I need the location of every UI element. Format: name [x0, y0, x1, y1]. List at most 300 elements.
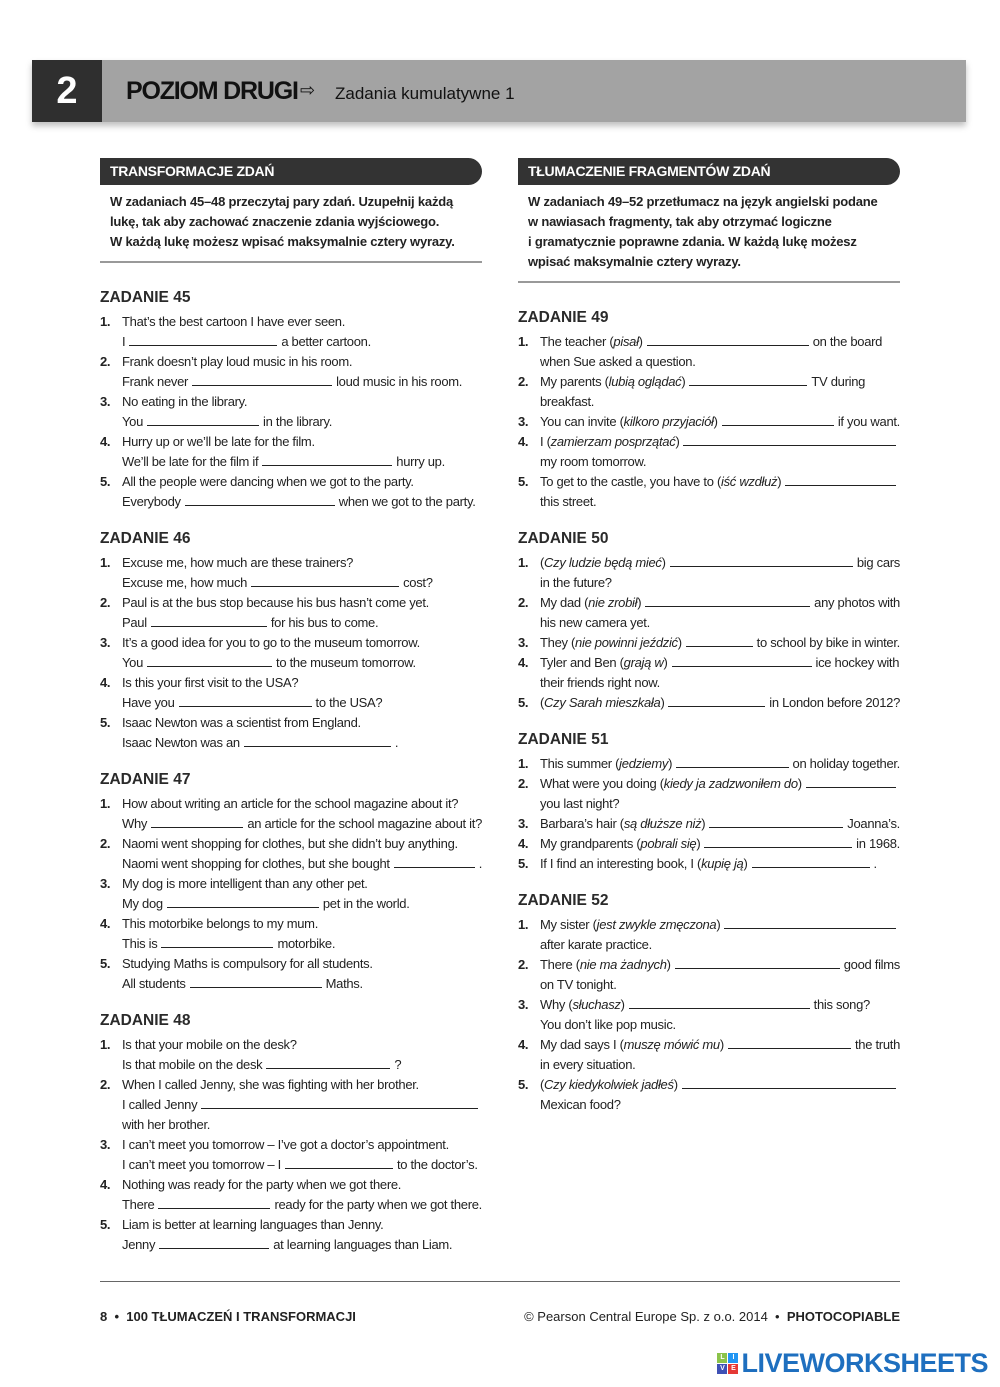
continuation-line: with her brother.	[122, 1117, 211, 1132]
paren-close: )	[673, 1077, 678, 1092]
task-46	[100, 529, 482, 753]
item-number: 4.	[100, 434, 111, 449]
sentence-end: when we got to the party.	[338, 494, 476, 509]
item-line	[518, 472, 900, 492]
instruction-line: wpisać maksymalnie cztery wyrazy.	[528, 254, 741, 269]
sentence-start: We’ll be late for the film if	[122, 454, 259, 469]
answer-blank[interactable]	[147, 654, 272, 667]
item-number: 2.	[100, 1077, 111, 1092]
transformation-line	[100, 372, 482, 392]
continuation-line: on TV tonight.	[540, 977, 617, 992]
polish-hint: kiedy ja zadzwoniłem do	[663, 776, 798, 791]
section-title: TŁUMACZENIE FRAGMENTÓW ZDAŃ	[518, 158, 900, 185]
sentence-start: There	[122, 1197, 155, 1212]
transformation-line	[100, 693, 482, 713]
sentence-end: if you want.	[837, 414, 900, 429]
task-title: ZADANIE 45	[100, 289, 191, 306]
answer-blank[interactable]	[724, 916, 896, 929]
item-line	[518, 372, 900, 392]
sentence-start: (	[540, 555, 545, 570]
item-number: 1.	[518, 555, 529, 570]
polish-hint: nie zrobił	[588, 595, 638, 610]
task-title: ZADANIE 48	[100, 1012, 191, 1029]
answer-blank[interactable]	[179, 694, 312, 707]
item-line	[100, 392, 482, 412]
sentence-end: this song?	[813, 997, 870, 1012]
instructions	[100, 185, 482, 252]
answer-blank[interactable]	[244, 734, 391, 747]
task-item	[100, 1135, 482, 1175]
item-number: 1.	[518, 756, 529, 771]
item-number: 3.	[518, 816, 529, 831]
footer-copyright	[524, 1309, 900, 1324]
original-sentence: Is that your mobile on the desk?	[122, 1037, 297, 1052]
polish-hint: są dłuższe niż	[623, 816, 702, 831]
transformation-line	[100, 653, 482, 673]
answer-blank[interactable]	[629, 996, 810, 1009]
sentence-end: ready for the party when we got there.	[274, 1197, 482, 1212]
task-item	[100, 794, 482, 834]
item-number: 2.	[100, 354, 111, 369]
answer-blank[interactable]	[251, 574, 399, 587]
sentence-end: to the USA?	[315, 695, 383, 710]
header-subtitle: Zadania kumulatywne 1	[335, 84, 515, 103]
answer-blank[interactable]	[704, 835, 852, 848]
task-item	[518, 472, 900, 512]
sentence-start: Frank never	[122, 374, 189, 389]
polish-hint: grają w	[623, 655, 664, 670]
item-line	[100, 312, 482, 332]
polish-hint: muszę mówić mu	[623, 1037, 720, 1052]
sentence-end: any photos with	[814, 595, 900, 610]
continuation-line: Mexican food?	[540, 1097, 621, 1112]
transformation-line	[100, 934, 482, 954]
sentence-start: I can’t meet you tomorrow – I	[122, 1157, 281, 1172]
item-number: 2.	[518, 957, 529, 972]
polish-hint: pisał	[613, 334, 639, 349]
paren-close: )	[777, 474, 782, 489]
task-item	[100, 834, 482, 874]
live-logo-icon	[717, 1353, 738, 1374]
item-number: 4.	[518, 836, 529, 851]
task-item	[100, 633, 482, 673]
continuation-line: after karate practice.	[540, 937, 652, 952]
answer-blank[interactable]	[201, 1096, 478, 1109]
sentence-start: I (	[540, 434, 551, 449]
item-line	[100, 874, 482, 894]
sentence-end: ice hockey with	[815, 655, 900, 670]
item-number: 2.	[518, 374, 529, 389]
answer-blank[interactable]	[668, 694, 765, 707]
sentence-start: There (	[540, 957, 580, 972]
transformation-line	[100, 492, 482, 512]
original-sentence: When I called Jenny, she was fighting with her brother.	[122, 1077, 419, 1092]
answer-blank[interactable]	[689, 373, 807, 386]
transformation-line	[100, 814, 482, 834]
transformation-line	[100, 894, 482, 914]
polish-hint: iść wzdłuż	[721, 474, 778, 489]
item-number: 3.	[100, 1137, 111, 1152]
sentence-start: The teacher (	[540, 334, 614, 349]
answer-blank[interactable]	[686, 634, 753, 647]
task-item	[518, 553, 900, 593]
transformation-line	[100, 412, 482, 432]
paren-close: )	[716, 917, 721, 932]
answer-blank[interactable]	[722, 413, 834, 426]
item-line	[518, 1075, 900, 1095]
instruction-line: W zadaniach 45–48 przeczytaj pary zdań. Uzupełnij każdą	[110, 194, 454, 209]
task-item	[100, 1215, 482, 1255]
answer-blank[interactable]	[266, 1056, 390, 1069]
sentence-start: What were you doing (	[540, 776, 664, 791]
polish-hint: Czy Sarah mieszkała	[544, 695, 661, 710]
task-item	[518, 955, 900, 995]
polish-hint: zamierzam posprzątać	[550, 434, 676, 449]
item-line	[518, 412, 900, 432]
sentence-start: Why (	[540, 997, 573, 1012]
sentence-end: in 1968.	[856, 836, 900, 851]
answer-blank[interactable]	[158, 1196, 270, 1209]
transformation-line	[100, 1095, 482, 1115]
item-number: 3.	[518, 635, 529, 650]
answer-blank[interactable]	[752, 855, 870, 868]
continuation-line: You don’t like pop music.	[540, 1017, 676, 1032]
item-number: 2.	[518, 776, 529, 791]
original-sentence: No eating in the library.	[122, 394, 248, 409]
transformation-line	[100, 854, 482, 874]
item-line	[100, 954, 482, 974]
item-number: 4.	[518, 655, 529, 670]
instruction-line: W zadaniach 49–52 przetłumacz na język angielski podane	[528, 194, 878, 209]
paren-close: )	[668, 756, 673, 771]
answer-blank[interactable]	[394, 855, 475, 868]
item-line	[100, 1215, 482, 1235]
instruction-line: w nawiasach fragmenty, tak aby otrzymać logiczne	[528, 214, 832, 229]
continuation-line: in every situation.	[540, 1057, 636, 1072]
original-sentence: Naomi went shopping for clothes, but she didn’t buy anything.	[122, 836, 458, 851]
sentence-start: This is	[122, 936, 158, 951]
item-number: 5.	[518, 474, 529, 489]
sentence-end: the truth	[855, 1037, 900, 1052]
sentence-end: at learning languages than Liam.	[273, 1237, 453, 1252]
task-title: ZADANIE 50	[518, 530, 609, 547]
answer-blank[interactable]	[670, 554, 853, 567]
item-line	[518, 834, 900, 854]
instruction-line: i gramatycznie poprawne zdania. W każdą lukę możesz	[528, 234, 857, 249]
task-47	[100, 770, 482, 994]
item-line	[518, 653, 900, 673]
logo-letter: I	[728, 1353, 738, 1363]
continuation-line: when Sue asked a question.	[540, 354, 696, 369]
answer-blank[interactable]	[161, 935, 273, 948]
sentence-start: Have you	[122, 695, 175, 710]
task-item	[518, 754, 900, 774]
task-48	[100, 1011, 482, 1255]
task-item	[100, 713, 482, 753]
item-line	[518, 995, 900, 1015]
continuation-line: their friends right now.	[540, 675, 660, 690]
task-item	[518, 774, 900, 814]
task-item	[100, 914, 482, 954]
sentence-end: a better cartoon.	[281, 334, 371, 349]
sentence-start: Everybody	[122, 494, 181, 509]
paren-close: )	[743, 856, 748, 871]
paren-close: )	[681, 374, 686, 389]
task-title: ZADANIE 49	[518, 309, 609, 326]
answer-blank[interactable]	[683, 433, 896, 446]
original-sentence: Nothing was ready for the party when we got there.	[122, 1177, 402, 1192]
item-line	[518, 332, 900, 352]
item-number: 5.	[100, 474, 111, 489]
copyright-text: © Pearson Central Europe Sp. z o.o. 2014 •	[524, 1309, 787, 1324]
task-item	[100, 553, 482, 593]
item-number: 1.	[100, 796, 111, 811]
sentence-start: My grandparents (	[540, 836, 641, 851]
item-line	[100, 834, 482, 854]
instruction-line: lukę, tak aby zachować znaczenie zdania wyjściowego.	[110, 214, 440, 229]
task-49	[518, 308, 900, 512]
sentence-start: Why	[122, 816, 148, 831]
continuation-line: my room tomorrow.	[540, 454, 647, 469]
polish-hint: słuchasz	[572, 997, 621, 1012]
right-column	[518, 158, 900, 1115]
answer-blank[interactable]	[672, 654, 812, 667]
item-line	[518, 774, 900, 794]
sentence-end: in the library.	[263, 414, 333, 429]
answer-blank[interactable]	[262, 453, 392, 466]
answer-blank[interactable]	[185, 493, 335, 506]
task-item	[518, 412, 900, 432]
sentence-start: My dog	[122, 896, 163, 911]
answer-blank[interactable]	[129, 333, 277, 346]
paren-close: )	[797, 776, 802, 791]
item-line	[100, 1075, 482, 1095]
item-number: 4.	[100, 675, 111, 690]
answer-blank[interactable]	[675, 956, 840, 969]
item-line	[100, 553, 482, 573]
polish-hint: lubią oglądać	[608, 374, 682, 389]
paren-close: )	[660, 695, 665, 710]
task-item	[518, 995, 900, 1035]
sentence-start: Naomi went shopping for clothes, but she bought	[122, 856, 390, 871]
polish-hint: Czy ludzie będą mieć	[544, 555, 662, 570]
sentence-start: My dad says I (	[540, 1037, 624, 1052]
level-title: POZIOM DRUGI	[126, 77, 298, 105]
transformation-line	[100, 452, 482, 472]
sentence-end: to school by bike in winter.	[756, 635, 900, 650]
item-line	[100, 352, 482, 372]
continuation-line: this street.	[540, 494, 597, 509]
continuation-line: you last night?	[540, 796, 620, 811]
item-number: 1.	[518, 917, 529, 932]
sentence-start: Tyler and Ben (	[540, 655, 624, 670]
task-item	[518, 432, 900, 472]
transformation-line	[100, 613, 482, 633]
item-line	[518, 814, 900, 834]
continuation-line: his new camera yet.	[540, 615, 650, 630]
answer-blank[interactable]	[806, 775, 896, 788]
transformation-line	[100, 1195, 482, 1215]
paren-close: )	[696, 836, 701, 851]
task-item	[518, 593, 900, 633]
task-title: ZADANIE 47	[100, 771, 191, 788]
answer-blank[interactable]	[285, 1156, 393, 1169]
polish-hint: kilkoro przyjaciół	[623, 414, 714, 429]
task-item	[518, 653, 900, 693]
sentence-start: Barbara’s hair (	[540, 816, 624, 831]
item-line	[100, 1175, 482, 1195]
logo-letter: L	[717, 1353, 727, 1363]
item-number: 2.	[518, 595, 529, 610]
answer-blank[interactable]	[151, 815, 243, 828]
sentence-end: loud music in his room.	[336, 374, 463, 389]
sentence-end: on the board	[812, 334, 883, 349]
transformation-line	[100, 332, 482, 352]
sentence-end: in London before 2012?	[769, 695, 900, 710]
item-line	[100, 1035, 482, 1055]
sentence-start: This summer (	[540, 756, 620, 771]
item-number: 2.	[100, 836, 111, 851]
original-sentence: How about writing an article for the school magazine about it?	[122, 796, 459, 811]
original-sentence: Liam is better at learning languages than Jenny.	[122, 1217, 384, 1232]
sentence-start: To get to the castle, you have to (	[540, 474, 722, 489]
original-sentence: Frank doesn’t play loud music in his room.	[122, 354, 353, 369]
sentence-end: Joanna’s.	[847, 816, 900, 831]
task-title: ZADANIE 46	[100, 530, 191, 547]
item-number: 5.	[100, 956, 111, 971]
sentence-end: TV during	[811, 374, 866, 389]
sentence-end: cost?	[403, 575, 433, 590]
logo-letter: E	[728, 1364, 738, 1374]
task-45	[100, 288, 482, 512]
paren-close: )	[663, 655, 668, 670]
answer-blank[interactable]	[190, 975, 322, 988]
sentence-end: pet in the world.	[322, 896, 410, 911]
paren-close: )	[620, 997, 625, 1012]
task-item	[100, 1075, 482, 1135]
paren-close: )	[666, 957, 671, 972]
transformation-line	[100, 974, 482, 994]
footer-divider	[100, 1281, 900, 1282]
original-sentence: Isaac Newton was a scientist from England.	[122, 715, 361, 730]
item-line	[518, 593, 900, 613]
polish-hint: nie ma żadnych	[579, 957, 667, 972]
liveworksheets-logo	[717, 1348, 988, 1379]
item-line	[100, 914, 482, 934]
page-header	[32, 60, 966, 122]
sentence-end: to the doctor’s.	[396, 1157, 478, 1172]
item-line	[100, 593, 482, 613]
item-number: 3.	[518, 414, 529, 429]
task-item	[100, 1175, 482, 1215]
task-item	[100, 312, 482, 352]
task-item	[518, 372, 900, 412]
original-sentence: Studying Maths is compulsory for all students.	[122, 956, 373, 971]
original-sentence: My dog is more intelligent than any other pet.	[122, 876, 368, 891]
original-sentence: I can’t meet you tomorrow – I’ve got a doctor’s appointment.	[122, 1137, 449, 1152]
item-number: 3.	[518, 997, 529, 1012]
item-line	[100, 472, 482, 492]
sentence-end: .	[394, 735, 399, 750]
sentence-end: ?	[394, 1057, 402, 1072]
item-line	[518, 915, 900, 935]
paren-close: )	[661, 555, 666, 570]
task-51	[518, 730, 900, 874]
paren-close: )	[675, 434, 680, 449]
item-line	[518, 553, 900, 573]
paren-close: )	[637, 595, 642, 610]
answer-blank[interactable]	[676, 755, 788, 768]
sentence-end: big cars	[856, 555, 900, 570]
answer-blank[interactable]	[785, 473, 896, 486]
sentence-start: My parents (	[540, 374, 609, 389]
item-number: 3.	[100, 635, 111, 650]
photocopiable-label: PHOTOCOPIABLE	[786, 1309, 900, 1324]
answer-blank[interactable]	[682, 1076, 896, 1089]
task-52	[518, 891, 900, 1115]
sentence-start: Is that mobile on the desk	[122, 1057, 263, 1072]
sentence-start: All students	[122, 976, 186, 991]
item-line	[518, 754, 900, 774]
instructions	[518, 185, 900, 272]
sentence-end: for his bus to come.	[270, 615, 379, 630]
task-item	[518, 1075, 900, 1115]
sentence-end: to the museum tomorrow.	[276, 655, 416, 670]
original-sentence: Excuse me, how much are these trainers?	[122, 555, 354, 570]
task-item	[518, 834, 900, 854]
transformation-line	[100, 1055, 482, 1075]
item-number: 1.	[518, 334, 529, 349]
item-line	[518, 633, 900, 653]
sentence-start: Excuse me, how much	[122, 575, 248, 590]
task-item	[100, 352, 482, 392]
left-column	[100, 158, 482, 1255]
paren-close: )	[701, 816, 706, 831]
sentence-end: motorbike.	[277, 936, 336, 951]
sentence-end: Maths.	[325, 976, 363, 991]
task-item	[100, 874, 482, 914]
sentence-start: I	[122, 334, 126, 349]
sentence-start: Isaac Newton was an	[122, 735, 240, 750]
item-number: 2.	[100, 595, 111, 610]
task-title: ZADANIE 52	[518, 892, 609, 909]
answer-blank[interactable]	[647, 333, 809, 346]
logo-letter: V	[717, 1364, 727, 1374]
answer-blank[interactable]	[167, 895, 319, 908]
sentence-end: on holiday together.	[792, 756, 900, 771]
polish-hint: pobrali się	[640, 836, 697, 851]
logo-text: LIVEWORKSHEETS	[741, 1348, 988, 1378]
answer-blank[interactable]	[151, 614, 267, 627]
original-sentence: It’s a good idea for you to go to the museum tomorrow.	[122, 635, 420, 650]
answer-blank[interactable]	[709, 815, 843, 828]
answer-blank[interactable]	[147, 413, 259, 426]
answer-blank[interactable]	[192, 373, 332, 386]
task-item	[100, 1035, 482, 1075]
sentence-start: If I find an interesting book, I (	[540, 856, 702, 871]
answer-blank[interactable]	[728, 1036, 851, 1049]
answer-blank[interactable]	[159, 1236, 269, 1249]
instruction-line: W każdą lukę możesz wpisać maksymalnie cztery wyrazy.	[110, 234, 455, 249]
original-sentence: Hurry up or we’ll be late for the film.	[122, 434, 315, 449]
divider	[100, 261, 482, 263]
sentence-end: hurry up.	[396, 454, 445, 469]
sentence-start: They (	[540, 635, 576, 650]
answer-blank[interactable]	[645, 594, 810, 607]
sentence-end: good films	[843, 957, 900, 972]
sentence-end: an article for the school magazine about it?	[247, 816, 482, 831]
task-item	[100, 954, 482, 994]
